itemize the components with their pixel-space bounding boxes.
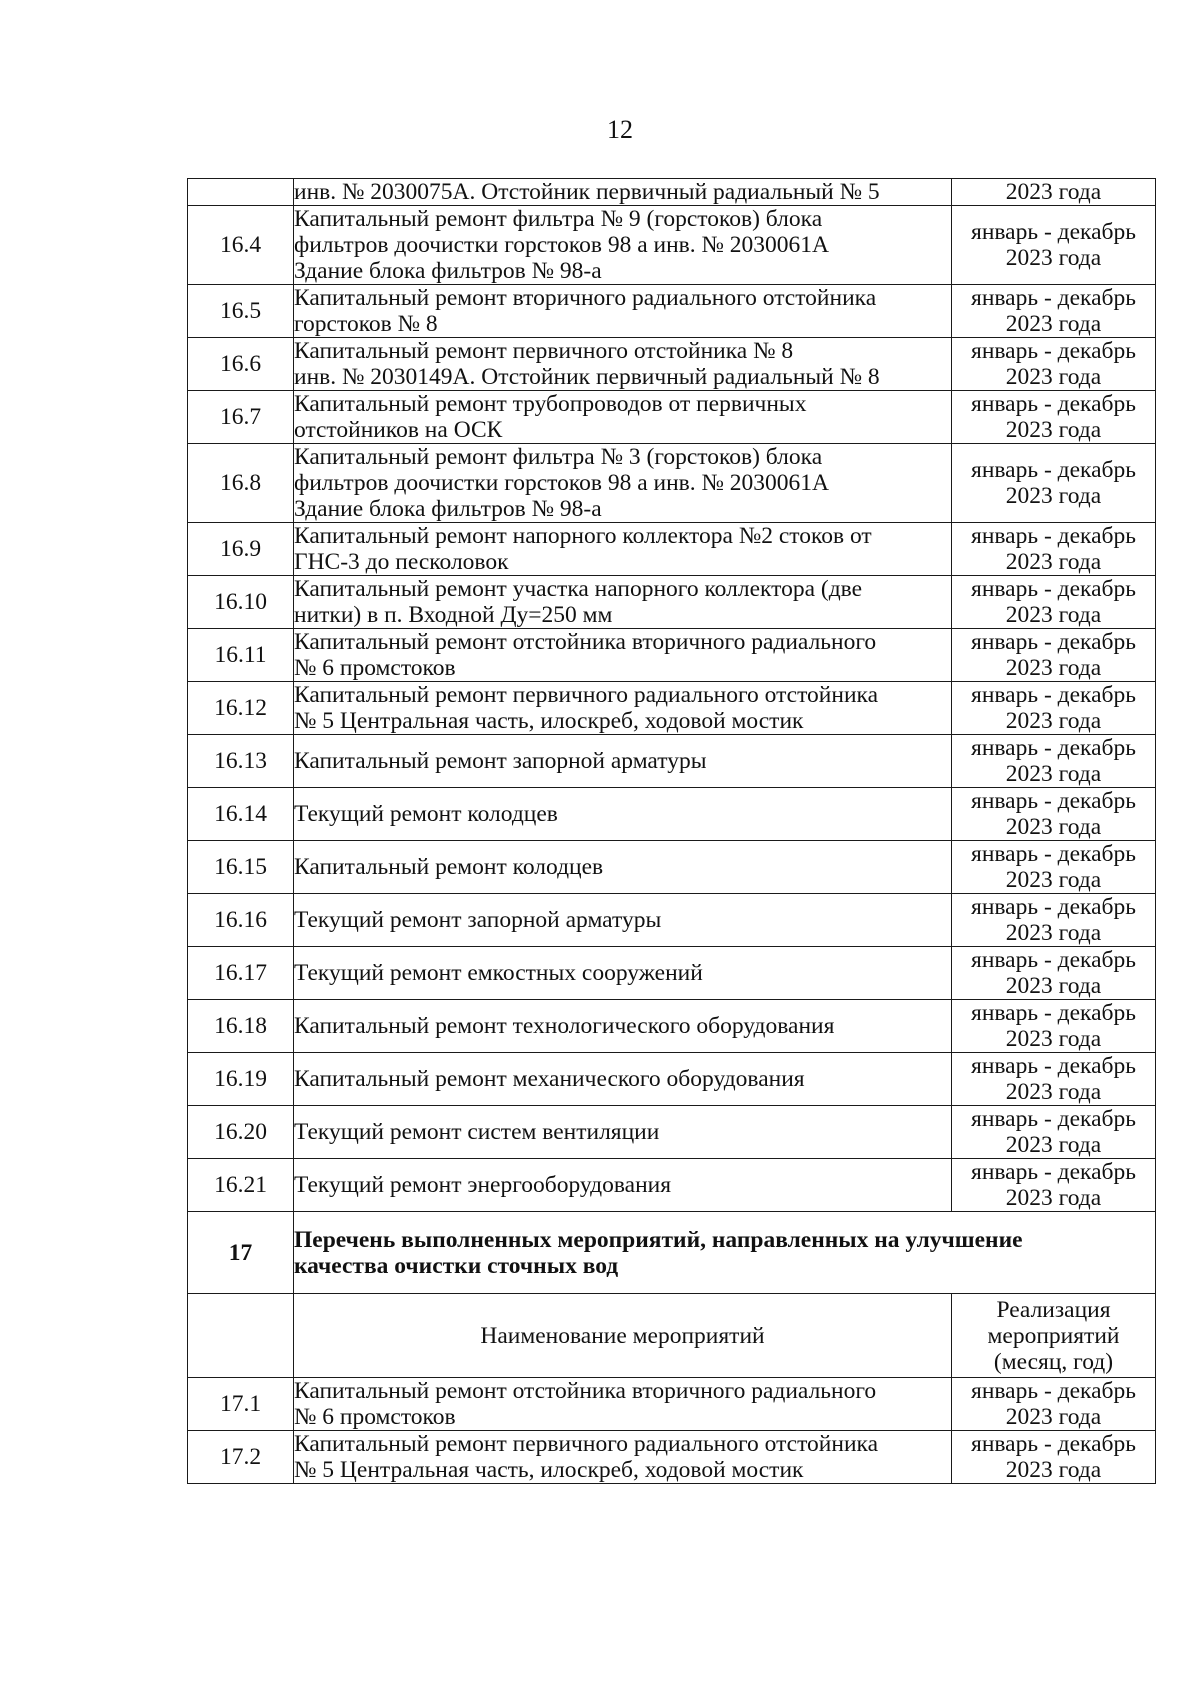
row-number: 16.11 — [188, 629, 294, 682]
description-line: Текущий ремонт энергооборудования — [294, 1172, 672, 1198]
row-description — [294, 629, 952, 682]
period-line: 2023 года — [1005, 973, 1102, 999]
period-line: январь - декабрь — [971, 1159, 1136, 1185]
row-period — [952, 444, 1156, 523]
description-line: Капитальный ремонт запорной арматуры — [294, 748, 707, 774]
row-number: 16.8 — [188, 444, 294, 523]
table-body-section-17-header — [188, 1212, 1156, 1378]
row-description — [294, 1431, 952, 1484]
section-title-line: Перечень выполненных мероприятий, направленных на улучшение — [294, 1226, 1023, 1253]
column-header-date-line: Реализация — [996, 1296, 1111, 1323]
column-header-date-line: мероприятий — [987, 1322, 1120, 1349]
description-line: Капитальный ремонт механического оборудования — [294, 1066, 805, 1092]
row-description — [294, 682, 952, 735]
table-row — [188, 576, 1156, 629]
description-line: № 5 Центральная часть, илоскреб, ходовой мостик — [294, 1457, 804, 1483]
section-title — [294, 1212, 1156, 1294]
description-line: № 6 промстоков — [294, 1404, 456, 1430]
description-line: горстоков № 8 — [294, 311, 438, 337]
period-line: январь - декабрь — [971, 576, 1136, 602]
description-line: ГНС-3 до песколовок — [294, 549, 509, 575]
table-row — [188, 629, 1156, 682]
row-description — [294, 523, 952, 576]
table-row — [188, 444, 1156, 523]
period-line: 2023 года — [1005, 1404, 1102, 1430]
row-description — [294, 735, 952, 788]
column-header-number — [188, 1294, 294, 1378]
row-period — [952, 1159, 1156, 1212]
row-period — [952, 682, 1156, 735]
period-line: 2023 года — [1005, 1132, 1102, 1158]
row-period — [952, 576, 1156, 629]
description-line: Капитальный ремонт фильтра № 3 (горстоков) блока — [294, 444, 823, 470]
period-line: 2023 года — [1005, 655, 1102, 681]
row-number: 16.5 — [188, 285, 294, 338]
row-number: 16.7 — [188, 391, 294, 444]
row-period — [952, 947, 1156, 1000]
row-number: 16.17 — [188, 947, 294, 1000]
period-line: январь - декабрь — [971, 219, 1136, 245]
table-row — [188, 523, 1156, 576]
description-line: Капитальный ремонт первичного отстойника № 8 — [294, 338, 794, 364]
row-description — [294, 841, 952, 894]
section-header-row — [188, 1212, 1156, 1294]
description-line: Капитальный ремонт первичного радиального отстойника — [294, 682, 879, 708]
description-line: № 5 Центральная часть, илоскреб, ходовой мостик — [294, 708, 804, 734]
measures-table — [187, 178, 1156, 1484]
table-row — [188, 1053, 1156, 1106]
description-line: Капитальный ремонт отстойника вторичного радиального — [294, 629, 877, 655]
table-row — [188, 788, 1156, 841]
row-number: 16.19 — [188, 1053, 294, 1106]
row-period — [952, 338, 1156, 391]
period-line: январь - декабрь — [971, 682, 1136, 708]
table-row — [188, 735, 1156, 788]
page-number: 12 — [607, 115, 633, 144]
description-line: Текущий ремонт колодцев — [294, 801, 558, 827]
period-line: январь - декабрь — [971, 947, 1136, 973]
description-line: инв. № 2030149А. Отстойник первичный радиальный № 8 — [294, 364, 880, 390]
row-number: 16.6 — [188, 338, 294, 391]
row-period — [952, 1378, 1156, 1431]
description-line: Капитальный ремонт первичного радиального отстойника — [294, 1431, 879, 1457]
row-number: 16.10 — [188, 576, 294, 629]
row-period — [952, 788, 1156, 841]
period-line: январь - декабрь — [971, 735, 1136, 761]
row-description — [294, 179, 952, 206]
table-row — [188, 1378, 1156, 1431]
period-line: январь - декабрь — [971, 841, 1136, 867]
description-line: Капитальный ремонт вторичного радиального отстойника — [294, 285, 877, 311]
row-description — [294, 947, 952, 1000]
table-row — [188, 1000, 1156, 1053]
period-line: 2023 года — [1005, 1079, 1102, 1105]
period-line: январь - декабрь — [971, 1378, 1136, 1404]
row-number: 16.21 — [188, 1159, 294, 1212]
row-period — [952, 285, 1156, 338]
table-row — [188, 1159, 1156, 1212]
row-number: 16.16 — [188, 894, 294, 947]
period-line: 2023 года — [1005, 1185, 1102, 1211]
description-line: Капитальный ремонт фильтра № 9 (горстоков) блока — [294, 206, 823, 232]
row-description — [294, 1000, 952, 1053]
table-row — [188, 285, 1156, 338]
table-body-section-17 — [188, 1378, 1156, 1484]
period-line: январь - декабрь — [971, 457, 1136, 483]
period-line: 2023 года — [1005, 549, 1102, 575]
period-line: январь - декабрь — [971, 1053, 1136, 1079]
description-line: Здание блока фильтров № 98-а — [294, 496, 602, 522]
table-row — [188, 682, 1156, 735]
row-period — [952, 1053, 1156, 1106]
row-description — [294, 444, 952, 523]
row-description — [294, 338, 952, 391]
column-header-date-line: (месяц, год) — [993, 1348, 1114, 1375]
row-description — [294, 1053, 952, 1106]
row-description — [294, 285, 952, 338]
row-number: 16.4 — [188, 206, 294, 285]
period-line: январь - декабрь — [971, 629, 1136, 655]
description-line: Капитальный ремонт колодцев — [294, 854, 604, 880]
column-header-implementation — [952, 1294, 1156, 1378]
description-line: Здание блока фильтров № 98-а — [294, 258, 602, 284]
period-line: 2023 года — [1005, 708, 1102, 734]
description-line: Капитальный ремонт отстойника вторичного радиального — [294, 1378, 877, 1404]
period-line: 2023 года — [1005, 364, 1102, 390]
period-line: 2023 года — [1005, 417, 1102, 443]
row-description — [294, 1106, 952, 1159]
row-period — [952, 206, 1156, 285]
table-row — [188, 894, 1156, 947]
description-line: Текущий ремонт систем вентиляции — [294, 1119, 660, 1145]
table-row — [188, 391, 1156, 444]
period-line: 2023 года — [1005, 602, 1102, 628]
description-line: Капитальный ремонт технологического оборудования — [294, 1013, 835, 1039]
table-row — [188, 206, 1156, 285]
table-row — [188, 841, 1156, 894]
row-period — [952, 735, 1156, 788]
row-number: 16.15 — [188, 841, 294, 894]
row-description — [294, 206, 952, 285]
column-header-description: Наименование мероприятий — [294, 1294, 952, 1378]
period-line: 2023 года — [1005, 761, 1102, 787]
row-description — [294, 576, 952, 629]
row-number: 16.9 — [188, 523, 294, 576]
period-line: январь - декабрь — [971, 285, 1136, 311]
period-line: 2023 года — [1005, 311, 1102, 337]
period-line: январь - декабрь — [971, 523, 1136, 549]
row-period — [952, 1000, 1156, 1053]
period-line: январь - декабрь — [971, 391, 1136, 417]
section-number: 17 — [188, 1212, 294, 1294]
period-line: январь - декабрь — [971, 1106, 1136, 1132]
row-period — [952, 629, 1156, 682]
period-line: 2023 года — [1005, 245, 1102, 271]
row-number: 17.2 — [188, 1431, 294, 1484]
period-line: 2023 года — [1005, 867, 1102, 893]
row-description — [294, 894, 952, 947]
row-period — [952, 179, 1156, 206]
description-line: фильтров доочистки горстоков 98 а инв. № 2030061А — [294, 470, 830, 496]
period-line: 2023 года — [1005, 1457, 1102, 1483]
description-line: Капитальный ремонт участка напорного коллектора (две — [294, 576, 863, 602]
description-line: фильтров доочистки горстоков 98 а инв. № 2030061А — [294, 232, 830, 258]
row-period — [952, 1431, 1156, 1484]
table-row — [188, 947, 1156, 1000]
period-line: январь - декабрь — [971, 1000, 1136, 1026]
row-description — [294, 1159, 952, 1212]
period-line: январь - декабрь — [971, 894, 1136, 920]
row-number: 17.1 — [188, 1378, 294, 1431]
description-line: Капитальный ремонт напорного коллектора №2 стоков от — [294, 523, 872, 549]
row-period — [952, 841, 1156, 894]
description-line: инв. № 2030075А. Отстойник первичный радиальный № 5 — [294, 179, 880, 205]
description-line: нитки) в п. Входной Ду=250 мм — [294, 602, 613, 628]
row-description — [294, 1378, 952, 1431]
period-line: 2023 года — [1005, 920, 1102, 946]
period-line: январь - декабрь — [971, 1431, 1136, 1457]
row-period — [952, 894, 1156, 947]
period-line: январь - декабрь — [971, 788, 1136, 814]
table-row — [188, 1431, 1156, 1484]
description-line: № 6 промстоков — [294, 655, 456, 681]
column-header-row — [188, 1294, 1156, 1378]
row-number: 16.13 — [188, 735, 294, 788]
row-period — [952, 1106, 1156, 1159]
description-line: Текущий ремонт емкостных сооружений — [294, 960, 703, 986]
row-period — [952, 391, 1156, 444]
period-line: 2023 года — [1005, 814, 1102, 840]
period-line: январь - декабрь — [971, 338, 1136, 364]
description-line: Капитальный ремонт трубопроводов от первичных — [294, 391, 807, 417]
row-number: 16.14 — [188, 788, 294, 841]
period-line: 2023 года — [1005, 483, 1102, 509]
table-row — [188, 1106, 1156, 1159]
table-row — [188, 179, 1156, 206]
row-number — [188, 179, 294, 206]
period-line: 2023 года — [1005, 179, 1102, 205]
row-description — [294, 788, 952, 841]
row-number: 16.20 — [188, 1106, 294, 1159]
table-body-section-16 — [188, 179, 1156, 1212]
row-description — [294, 391, 952, 444]
description-line: Текущий ремонт запорной арматуры — [294, 907, 662, 933]
section-title-line: качества очистки сточных вод — [294, 1252, 619, 1279]
row-number: 16.12 — [188, 682, 294, 735]
table-row — [188, 338, 1156, 391]
description-line: отстойников на ОСК — [294, 417, 503, 443]
row-number: 16.18 — [188, 1000, 294, 1053]
period-line: 2023 года — [1005, 1026, 1102, 1052]
row-period — [952, 523, 1156, 576]
